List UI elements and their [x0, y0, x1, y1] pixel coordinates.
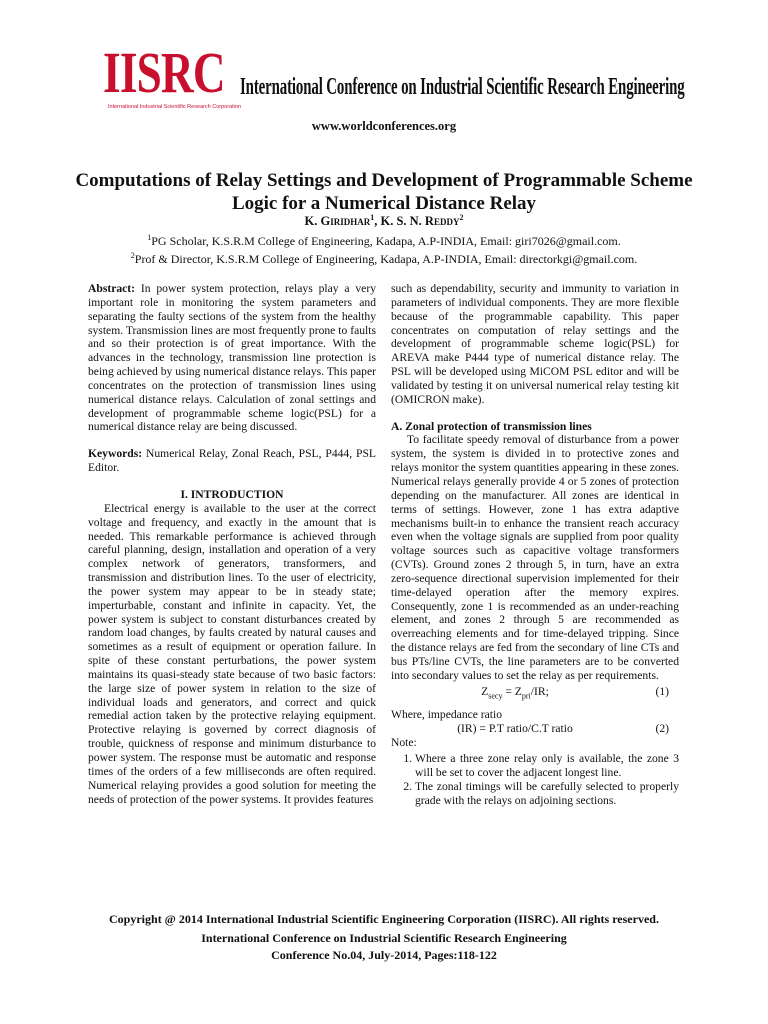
equation-2-number: (2)	[655, 722, 669, 736]
affiliation-2-sup: 2	[130, 251, 135, 260]
abstract	[88, 282, 376, 434]
affiliation-1	[0, 234, 768, 249]
equation-2	[391, 722, 679, 736]
abstract-label: Abstract:	[88, 282, 136, 295]
section-heading-introduction: I. INTRODUCTION	[180, 487, 284, 501]
introduction-paragraph: Electrical energy is available to the user at the correct voltage and frequency, and exactly in the amount that is needed. This remarkable performance is achieved through careful planning, design, installation and operation of a very complex network of generators, transformers, and transmission and distribution lines. To the user of electricity, the power system may appear to be in steady state; imperturbable, constant and infinite in capacity. Yet, the power system is subject to constant disturbances created by random load changes, by faults created by natural causes and sometimes as a result of equipment or operation failure. In spite of these constant perturbations, the power system maintains its quasi-steady state because of two basic factors: the large size of power system in relation to the size of individual loads and generators, and correct and quick remedial action taken by the protective relaying equipment. Protective relaying is governed by correct diagnosis of trouble, quickness of response and minimum disturbance to power system. The response must be automatic and response times of the orders of a few milliseconds are often required. Numerical relaying provides a good solution for meeting the needs of protection of the power systems. It provides features	[88, 501, 376, 806]
footer-copyright: Copyright @ 2014 International Industrial Scientific Engineering Corporation (IISRC). All rights reserved.	[109, 912, 659, 926]
affiliation-2-text: Prof & Director, K.S.R.M College of Engineering, Kadapa, A.P-INDIA, Email: directorkgi@gmail.com.	[134, 252, 638, 266]
keywords-label: Keywords:	[88, 447, 143, 461]
authors	[0, 214, 768, 229]
left-column	[88, 282, 376, 806]
continuation-paragraph: such as dependability, security and immunity to variation in parameters of individual components. They are more flexible because of the programmable capability. This paper concentrates on computation of relay settings and the development of programmable scheme logic(PSL) for AREVA make P444 type of numerical distance relay. The PSL will be developed using MiCOM PSL editor and will be validated by testing it on universal numerical relay testing kit (OMICRON make).	[391, 282, 679, 406]
affiliation-1-text: PG Scholar, K.S.R.M College of Engineering, Kadapa, A.P-INDIA, Email: giri7026@gmail.com.	[151, 234, 621, 248]
page-header	[0, 0, 768, 150]
author-1: K. Giridhar	[304, 214, 371, 228]
abstract-text: In power system protection, relays play a very important role in monitoring the system parameters and separating the faulty sections of the system from the healthy system. Transmission lines are most frequently prone to faults and so their protection is of great importance. With the advances in the technology, transmission line protection is being achieved by using numerical distance relays. This paper concentrates on the protection of transmission lines using numerical distance relays. Calculation of zonal settings and development of programmable scheme logic(PSL) for a numerical distance relay are being discussed.	[88, 282, 376, 434]
zonal-paragraph: To facilitate speedy removal of disturbance from a power system, the system is divided in to protective zones and relays monitor the system quantities appearing in these zones. Numerical relays generally provide 4 or 5 zones of protection depending on the manufacturer. All zones are identical in terms of settings. However, zone 1 has extra adaptive mechanisms built-in to enhance the transient reach accuracy even when the voltage signals are supplied from poor quality voltage sources such as capacitive voltage transformers (CVTs). Ground zones 2 through 5, in turn, have an extra zero-sequence directional supervision implemented for their time-delayed operation after the memory expires. Consequently, zone 1 is recommended as an under-reaching element, and zones 2 through 5 are recommended as overreaching elements and for time-delayed tripping. Since the distance relays are fed from the secondary of line CTs and bus PTs/line CVTs, the line parameters are to be converted into secondary values to set the relay as per requirements.	[391, 433, 679, 682]
where-text: Where, impedance ratio	[391, 708, 503, 722]
website-url: www.worldconferences.org	[311, 119, 457, 133]
affiliation-2	[0, 252, 768, 267]
note-item: 2. The zonal timings will be carefully selected to properly grade with the relays on adjoining sections.	[415, 780, 679, 808]
footer-pages: Conference No.04, July-2014, Pages:118-122	[271, 948, 497, 962]
conference-banner-title: International Conference on Industrial Scientific Research Engineering	[240, 74, 685, 100]
keywords	[88, 447, 376, 475]
note-label: Note:	[391, 736, 417, 750]
right-column	[391, 282, 679, 807]
author-2: K. S. N. Reddy	[380, 214, 460, 228]
notes-list	[391, 752, 679, 807]
affiliation-1-sup: 1	[147, 233, 152, 242]
equation-1-number: (1)	[655, 684, 669, 698]
subsection-heading-zonal: A. Zonal protection of transmission lines	[391, 419, 592, 433]
author-1-sup: 1	[370, 212, 375, 222]
keywords-text: Numerical Relay, Zonal Reach, PSL, P444, PSL Editor.	[88, 447, 376, 475]
footer-conference: International Conference on Industrial Scientific Research Engineering	[201, 931, 567, 945]
author-2-sup: 2	[459, 212, 464, 222]
paper-title: Computations of Relay Settings and Development of Programmable Scheme Logic for a Numerical Distance Relay	[75, 170, 693, 214]
equation-1	[391, 685, 679, 699]
logo-subtitle: International Industrial Scientific Research Corporation	[108, 104, 241, 110]
equation-2-expression: (IR) = P.T ratio/C.T ratio	[457, 722, 573, 736]
iisrc-logo: IISRC	[103, 40, 225, 105]
note-item: 1. Where a three zone relay only is available, the zone 3 will be set to cover the adjacent longest line.	[415, 752, 679, 780]
equation-1-expression: $Z_{secy} = Z_{pri}/IR$;	[481, 684, 549, 700]
author-separator: ,	[374, 214, 381, 228]
